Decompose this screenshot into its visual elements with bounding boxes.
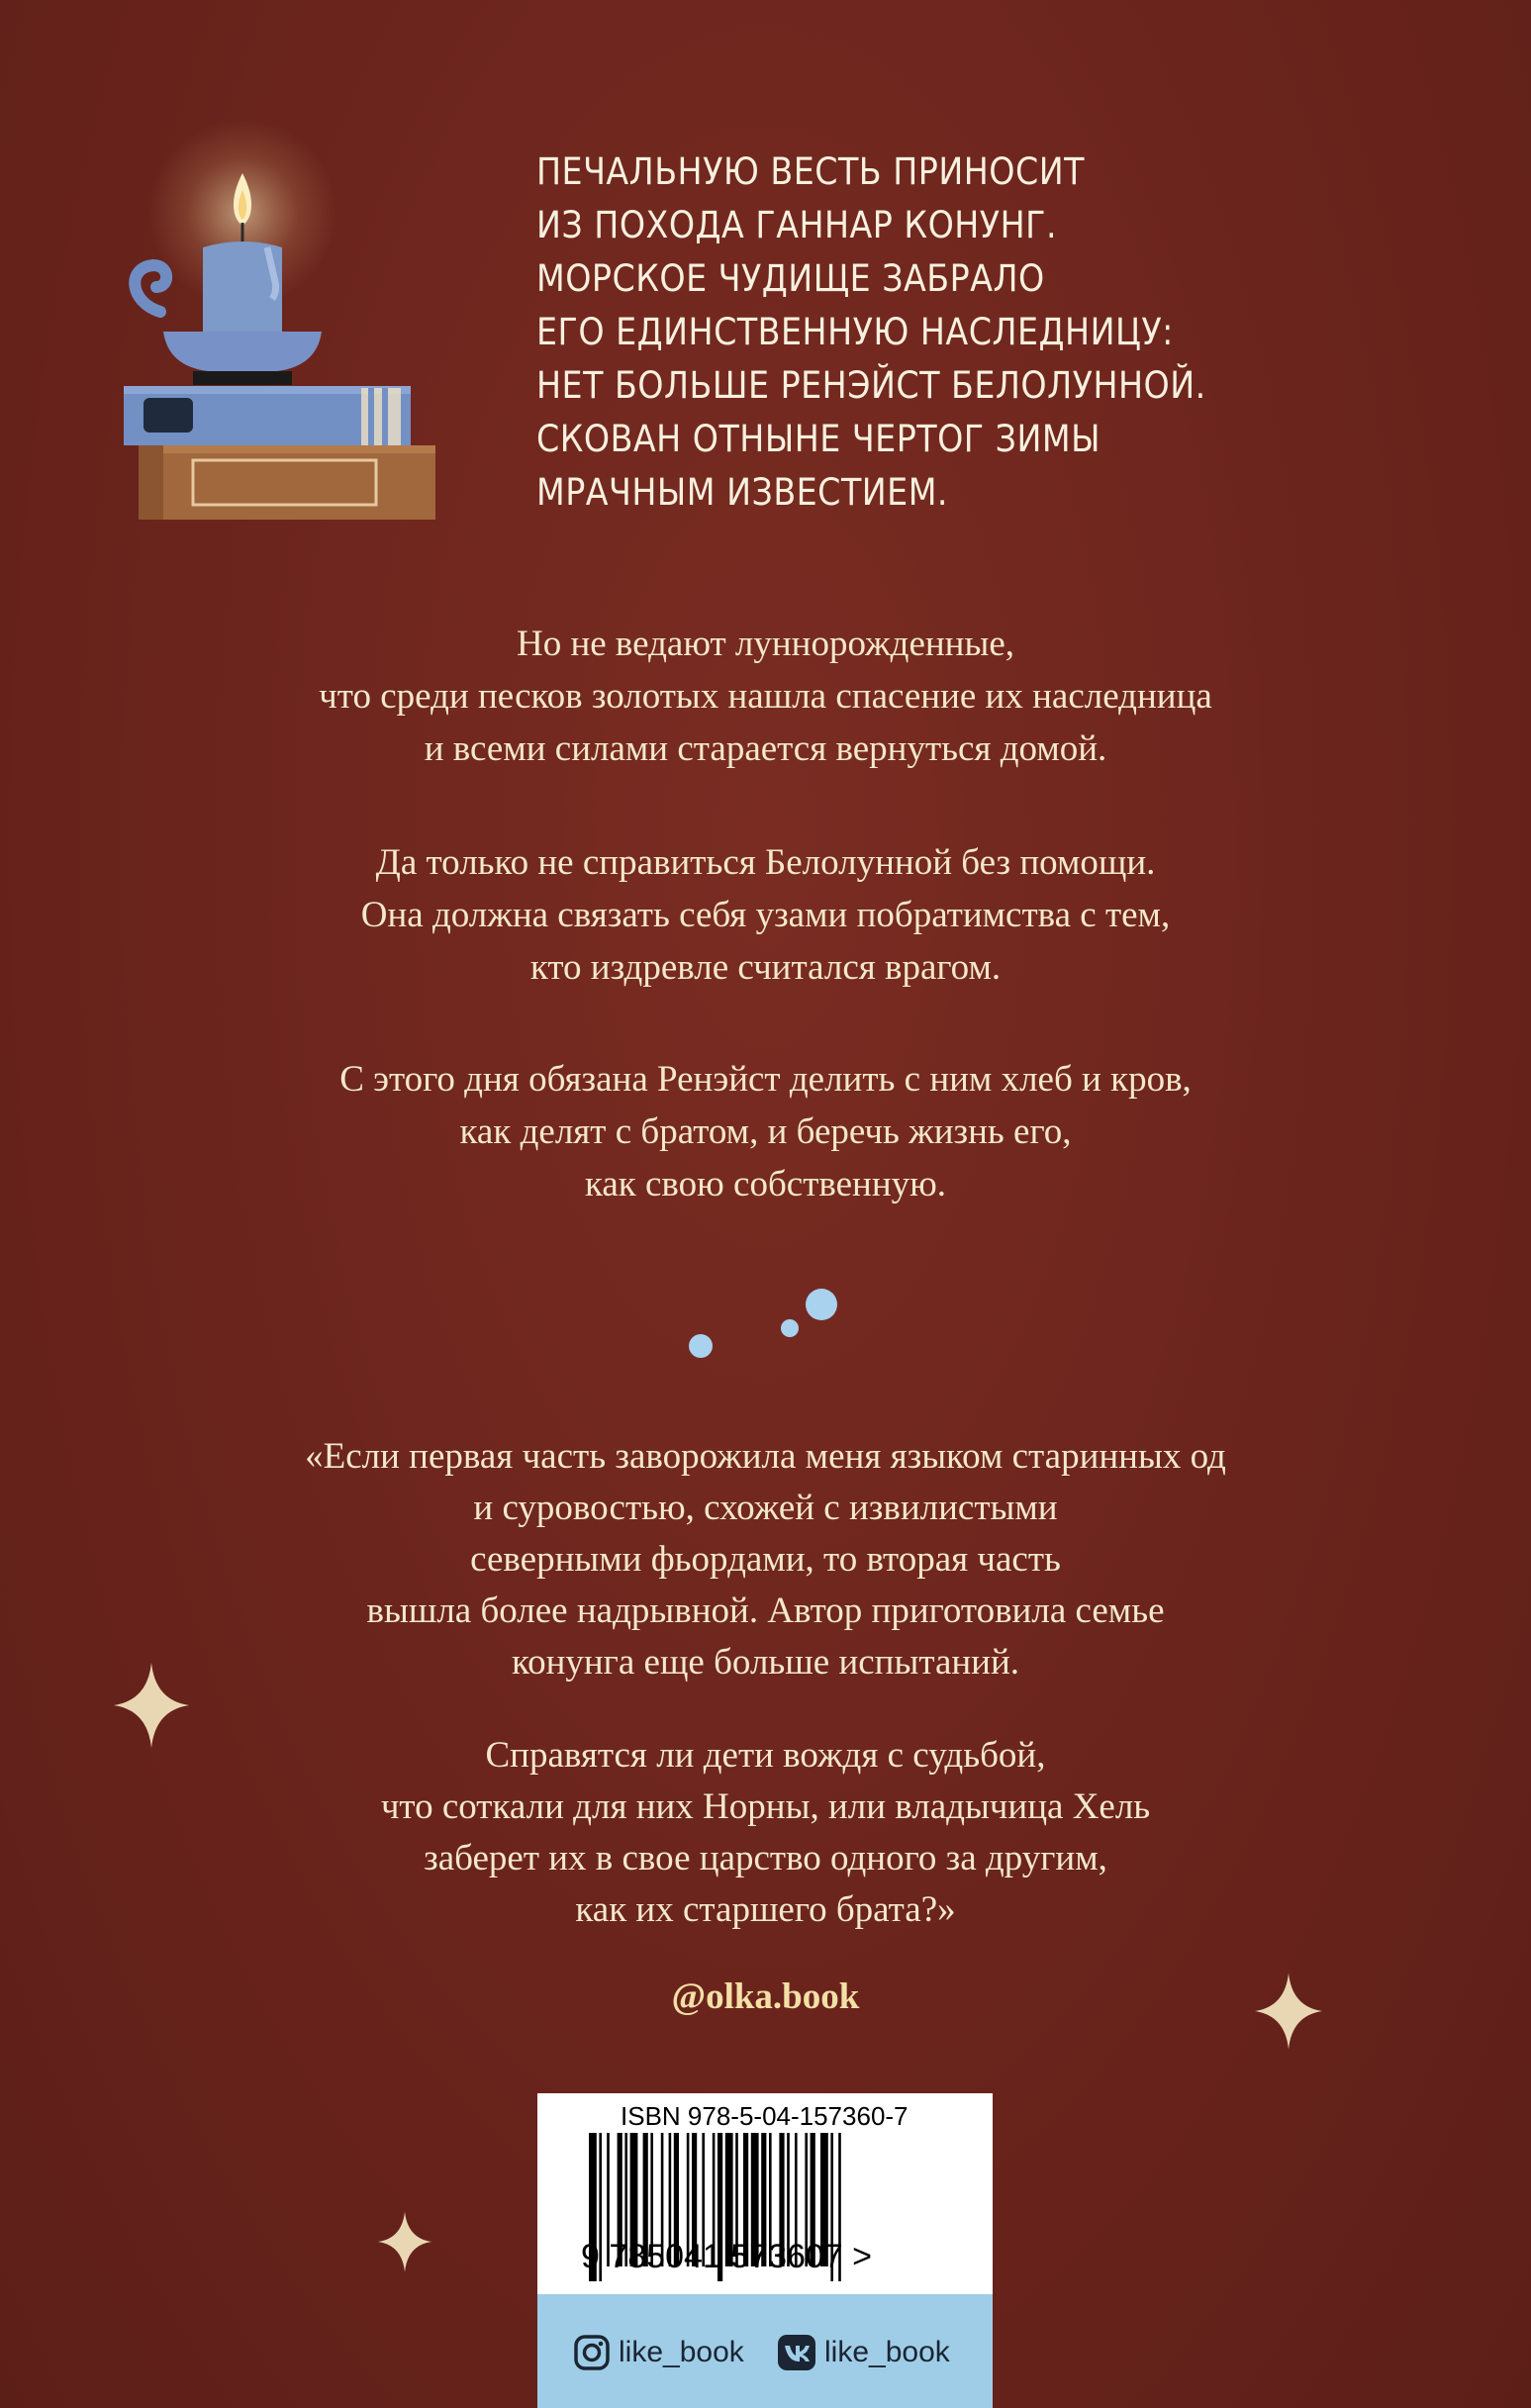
vk-label: like_book: [824, 2336, 950, 2368]
paragraph-1: [148, 618, 1383, 775]
intro-line: ИЗ ПОХОДА ГАННАР КОНУНГ.: [536, 204, 1058, 246]
paragraph-line: Она должна связать себя узами побратимства с тем,: [360, 895, 1171, 935]
intro-line: ПЕЧАЛЬНУЮ ВЕСТЬ ПРИНОСИТ: [536, 150, 1085, 193]
intro-line: МРАЧНЫМ ИЗВЕСТИЕМ.: [536, 471, 948, 514]
intro-line: ЕГО ЕДИНСТВЕННУЮ НАСЛЕДНИЦУ:: [536, 311, 1174, 353]
barcode-digits: 9 785041 573607 >: [581, 2238, 873, 2275]
quote-line: конунга еще больше испытаний.: [511, 1642, 1020, 1683]
sparkle-icon: [1255, 1972, 1322, 2051]
instagram-link[interactable]: [573, 2334, 744, 2371]
bubbles-decoration: [673, 1277, 851, 1376]
vk-link[interactable]: [777, 2334, 950, 2371]
sparkle-icon: [114, 1663, 189, 1748]
candle-on-books-illustration: [109, 119, 465, 534]
paragraph-2: [148, 836, 1383, 994]
paragraph-3: [148, 1053, 1383, 1210]
quote-line: северными фьордами, то вторая часть: [470, 1539, 1061, 1580]
review-quote-part-1: [148, 1431, 1383, 1688]
paragraph-line: как свою собственную.: [584, 1164, 947, 1204]
quote-line: Справятся ли дети вождя с судьбой,: [485, 1735, 1046, 1776]
quote-line: «Если первая часть заворожила меня языком старинных од: [305, 1436, 1226, 1477]
paragraph-line: что среди песков золотых нашла спасение их наследница: [319, 676, 1212, 717]
review-signature: @olka.book: [671, 1976, 860, 2017]
quote-line: как их старшего брата?»: [575, 1889, 956, 1930]
paragraph-line: как делят с братом, и беречь жизнь его,: [459, 1111, 1072, 1152]
quote-line: что соткали для них Норны, или владычица Хель: [380, 1786, 1151, 1827]
instagram-label: like_book: [619, 2336, 744, 2368]
paragraph-line: С этого дня обязана Ренэйст делить с ним хлеб и кров,: [339, 1059, 1192, 1100]
paragraph-line: кто издревле считался врагом.: [529, 947, 1002, 988]
intro-line: СКОВАН ОТНЫНЕ ЧЕРТОГ ЗИМЫ: [536, 418, 1101, 460]
quote-line: и суровостью, схожей с извилистыми: [473, 1488, 1058, 1528]
social-links-bar: [537, 2294, 993, 2408]
paragraph-line: Но не ведают луннорожденные,: [516, 624, 1015, 664]
vk-icon: [777, 2334, 816, 2371]
review-quote-part-2: [148, 1730, 1383, 1936]
intro-line: НЕТ БОЛЬШЕ РЕНЭЙСТ БЕЛОЛУННОЙ.: [536, 364, 1206, 407]
quote-line: заберет их в свое царство одного за другим,: [424, 1838, 1107, 1878]
intro-line: МОРСКОЕ ЧУДИЩЕ ЗАБРАЛО: [536, 257, 1045, 300]
intro-text: [536, 145, 1427, 520]
instagram-icon: [573, 2334, 611, 2371]
quote-line: вышла более надрывной. Автор приготовила семье: [366, 1590, 1165, 1631]
isbn-label: ISBN 978-5-04-157360-7: [621, 2101, 909, 2131]
paragraph-line: и всеми силами старается вернуться домой.: [424, 728, 1107, 769]
paragraph-line: Да только не справиться Белолунной без помощи.: [375, 842, 1156, 883]
sparkle-icon: [378, 2210, 431, 2273]
